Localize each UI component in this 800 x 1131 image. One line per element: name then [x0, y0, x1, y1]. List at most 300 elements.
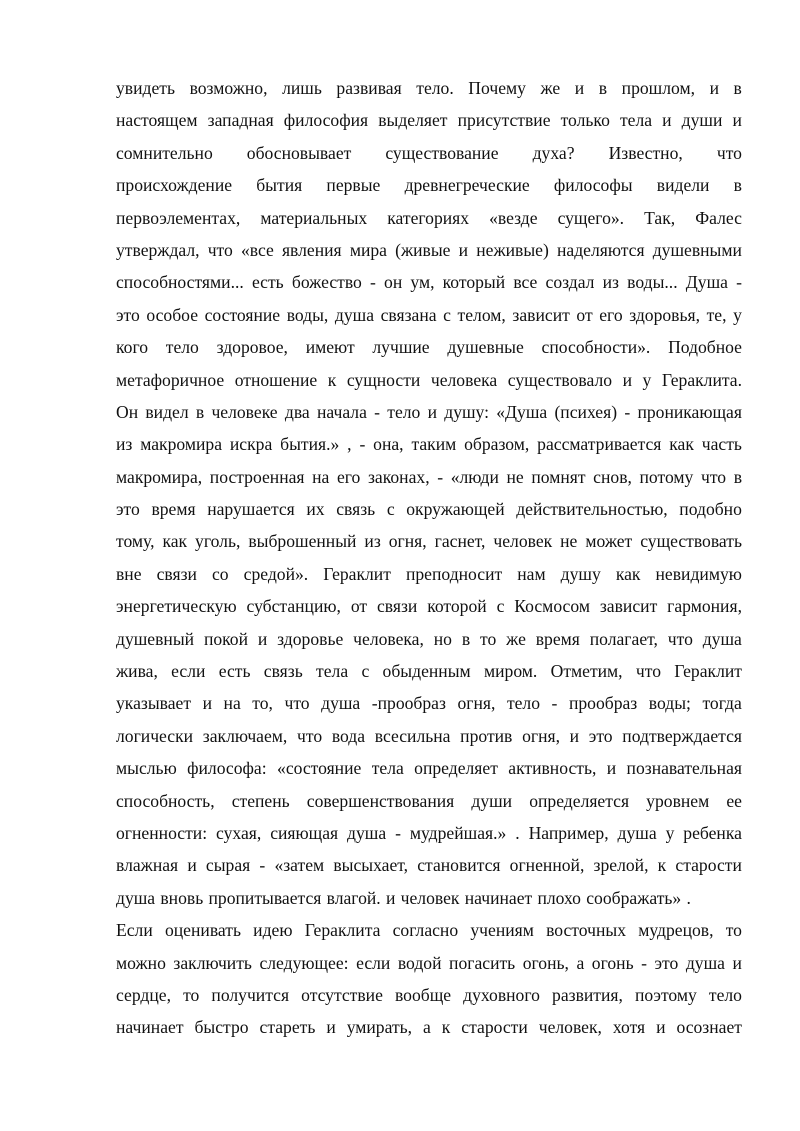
word: зрелой,	[593, 855, 649, 876]
text-line	[116, 72, 742, 104]
word: «везде	[489, 207, 538, 228]
word: влагой.	[326, 887, 381, 908]
word: со	[211, 563, 229, 584]
text-line	[116, 785, 742, 817]
word: Гераклита	[304, 920, 381, 941]
text-line	[116, 1011, 742, 1043]
text-line	[116, 202, 742, 234]
word: гаснет,	[434, 531, 486, 552]
word: снов,	[593, 466, 632, 487]
word: огненной,	[509, 855, 585, 876]
word: что	[667, 628, 693, 649]
word: потому	[639, 466, 694, 487]
word: мира	[349, 239, 387, 260]
word: существовало	[507, 369, 613, 390]
word: в	[195, 401, 205, 422]
word: заключить	[173, 952, 252, 973]
word: как	[162, 531, 188, 552]
word: Гераклит	[674, 661, 742, 682]
word: -прообраз	[371, 693, 446, 714]
word: сухая,	[216, 822, 262, 843]
word: субстанцию,	[246, 596, 341, 617]
word: развивая	[336, 78, 402, 98]
word: связь	[336, 499, 376, 520]
word: зависит	[599, 596, 658, 617]
word: а	[576, 952, 585, 973]
word: душу	[560, 563, 601, 584]
word: из	[364, 531, 381, 552]
word: тело	[708, 984, 742, 1005]
text-line	[116, 331, 742, 363]
word: философия	[283, 110, 369, 131]
text-line	[116, 623, 742, 655]
word: человек	[493, 531, 553, 552]
text-line	[116, 687, 742, 719]
word: выброшенный	[248, 531, 357, 552]
word: макромира,	[116, 466, 203, 487]
word: бытия.»	[280, 434, 340, 455]
word: макромира	[140, 434, 223, 455]
word: искра	[229, 434, 273, 455]
word: здоровье	[277, 628, 344, 649]
word: видел	[145, 401, 189, 422]
word: старости	[461, 1017, 528, 1038]
word: Отметим,	[550, 661, 623, 682]
word: связана	[380, 304, 437, 325]
word: человека	[430, 369, 498, 390]
word: вообще	[394, 984, 452, 1005]
text-line	[116, 914, 742, 946]
word: и	[732, 110, 742, 131]
word: это	[116, 499, 140, 520]
text-line	[116, 590, 742, 622]
word: состояние	[204, 304, 281, 325]
word: душа	[617, 822, 657, 843]
word: древнегреческие	[404, 175, 530, 196]
word: Гераклит	[323, 563, 391, 584]
word: на	[312, 466, 330, 487]
word: поэтому	[634, 984, 697, 1005]
word: и	[257, 628, 268, 649]
word: начинает	[464, 887, 533, 908]
word: тело.	[416, 78, 454, 98]
text-line	[116, 493, 742, 525]
word: познавательная	[626, 758, 742, 779]
word: он	[384, 272, 403, 293]
word: и	[202, 693, 212, 714]
word: время	[151, 499, 196, 520]
word: мудрейшая.»	[409, 822, 507, 843]
word: восточных	[546, 920, 626, 941]
word: выделяет	[378, 110, 448, 131]
word: души	[471, 790, 513, 811]
word: идею	[253, 920, 293, 941]
word: происхождение	[116, 175, 233, 196]
text-line	[116, 817, 742, 849]
word: -	[624, 401, 631, 422]
word: с	[386, 499, 395, 520]
word: Так,	[644, 207, 676, 228]
word: то	[183, 984, 200, 1005]
word: и	[656, 1017, 666, 1038]
word: начинает	[116, 1017, 184, 1038]
word: бытия	[256, 175, 303, 196]
word: умирать,	[346, 1017, 413, 1038]
word: Известно,	[608, 142, 683, 163]
word: Подобное	[668, 337, 742, 358]
word: кого	[116, 337, 149, 358]
word: мыслью	[116, 758, 177, 779]
word: здоровое,	[216, 337, 288, 358]
text-line	[116, 752, 742, 784]
word: что	[297, 725, 323, 746]
word: пропитывается	[208, 887, 322, 908]
text-line	[116, 558, 742, 590]
word: «затем	[274, 855, 325, 876]
word: водой	[397, 952, 442, 973]
word: логически	[116, 725, 194, 746]
word: «Душа	[496, 401, 548, 422]
word: обыденным	[382, 661, 471, 682]
word: (живые	[395, 239, 451, 260]
word: это	[588, 725, 613, 746]
word: наделяются	[556, 239, 645, 260]
word: становится	[417, 855, 501, 876]
word: жива,	[116, 661, 158, 682]
word: «состояние	[277, 758, 362, 779]
word: помнят	[531, 466, 586, 487]
word: Космосом	[514, 596, 590, 617]
word: не	[506, 466, 524, 487]
word: и	[385, 887, 396, 908]
word: а	[423, 1017, 431, 1038]
word: духа?	[532, 142, 575, 163]
word: у	[642, 369, 652, 390]
word: -	[395, 822, 401, 843]
word: человек,	[538, 1017, 602, 1038]
word: способности».	[541, 337, 651, 358]
word: тела	[619, 110, 653, 131]
word: в	[733, 466, 742, 487]
word: и	[622, 369, 632, 390]
word: степень	[231, 790, 290, 811]
word: человека,	[353, 628, 424, 649]
word: подобно	[679, 499, 742, 520]
word: часть	[701, 434, 742, 455]
word: начала	[316, 401, 367, 422]
word: «люди	[450, 466, 499, 487]
word: что	[284, 693, 310, 714]
text-line	[116, 428, 742, 460]
text-line	[116, 396, 742, 428]
word: тогда	[702, 693, 742, 714]
word: уголь,	[195, 531, 241, 552]
word: зависит	[512, 304, 570, 325]
word: высыхает,	[333, 855, 409, 876]
word: категориях	[387, 207, 470, 228]
word: существовать	[640, 531, 742, 552]
word: что	[700, 466, 727, 487]
word: определяется	[529, 790, 630, 811]
word: который	[442, 272, 506, 293]
word: есть	[251, 272, 284, 293]
word: же	[506, 628, 526, 649]
word: с	[443, 304, 451, 325]
word: можно	[116, 952, 166, 973]
word: образом,	[464, 434, 530, 455]
word: два	[284, 401, 310, 422]
word: (психея)	[554, 401, 618, 422]
word: в	[598, 78, 608, 98]
word: у	[665, 822, 675, 843]
word: погасить	[449, 952, 516, 973]
word: влажная	[116, 855, 179, 876]
word: неживые)	[476, 239, 549, 260]
word: его	[336, 466, 361, 487]
word: сырая	[205, 855, 251, 876]
word: душа	[685, 952, 725, 973]
word: уровнем	[646, 790, 710, 811]
word: душа	[334, 304, 375, 325]
word: связи	[156, 563, 197, 584]
word: это	[654, 952, 679, 973]
word: не	[560, 531, 578, 552]
word: Если	[116, 920, 153, 941]
word: душу:	[444, 401, 489, 422]
word: плохо	[537, 887, 581, 908]
word: Например,	[528, 822, 609, 843]
word: -	[437, 466, 444, 487]
word: и	[709, 78, 719, 98]
word: следующее:	[259, 952, 349, 973]
word: она,	[373, 434, 404, 455]
word: воды;	[648, 693, 691, 714]
word: Он	[116, 401, 139, 422]
word: Фалес	[695, 207, 742, 228]
word: тело	[387, 401, 421, 422]
text-line	[116, 364, 742, 396]
word: которой	[427, 596, 487, 617]
word: человек	[400, 887, 460, 908]
word: нам	[517, 563, 546, 584]
word: соображать»	[586, 887, 682, 908]
word: тела	[371, 758, 404, 779]
word: невидимую	[655, 563, 742, 584]
body-text	[116, 72, 742, 1044]
text-line	[116, 947, 742, 979]
word: настоящем	[116, 110, 198, 131]
word: обосновывает	[246, 142, 352, 163]
word: в	[733, 175, 742, 196]
word: мудрецов,	[638, 920, 714, 941]
word: осознает	[676, 1017, 742, 1038]
word: и	[427, 401, 437, 422]
word: тело	[506, 693, 541, 714]
word: создал	[545, 272, 595, 293]
word: способность,	[116, 790, 215, 811]
word: с	[496, 596, 505, 617]
word: Душа	[685, 272, 728, 293]
word: их	[306, 499, 325, 520]
word: все	[513, 272, 538, 293]
word: воды,	[286, 304, 329, 325]
word: совершенствования	[306, 790, 455, 811]
word: стареть	[259, 1017, 316, 1038]
word: -	[736, 272, 742, 293]
word: но	[433, 628, 452, 649]
word: телом,	[457, 304, 506, 325]
word: душевными	[652, 239, 742, 260]
word: сомнительно	[116, 142, 213, 163]
word: .	[686, 887, 691, 908]
text-line	[116, 461, 742, 493]
word: развития,	[552, 984, 623, 1005]
word: с	[361, 661, 370, 682]
word: первоэлементах,	[116, 207, 241, 228]
word: ум,	[410, 272, 435, 293]
text-line	[116, 266, 742, 298]
word: действительностью,	[516, 499, 668, 520]
word: тому,	[116, 531, 155, 552]
word: есть	[218, 661, 251, 682]
word: к	[441, 1017, 451, 1038]
word: то	[725, 920, 742, 941]
word: прообраз	[568, 693, 638, 714]
word: здоровья,	[629, 304, 700, 325]
word: -	[359, 434, 366, 455]
word: сущности	[346, 369, 421, 390]
word: западная	[207, 110, 274, 131]
word: воды...	[627, 272, 678, 293]
word: лишь	[282, 78, 322, 98]
word: если	[356, 952, 391, 973]
word: особое	[146, 304, 199, 325]
word: и	[662, 110, 672, 131]
word: ребенка	[683, 822, 742, 843]
word: возможно,	[189, 78, 268, 98]
word: что	[207, 239, 233, 260]
word: сердце,	[116, 984, 171, 1005]
word: хотя	[612, 1017, 646, 1038]
word: материальных	[260, 207, 368, 228]
word: способностями...	[116, 272, 244, 293]
word: человеке	[211, 401, 278, 422]
text-line	[116, 655, 742, 687]
word: заключаем,	[202, 725, 288, 746]
word: только	[560, 110, 610, 131]
word: сияющая	[270, 822, 339, 843]
text-line	[116, 169, 742, 201]
word: оценивать	[164, 920, 241, 941]
text-line	[116, 299, 742, 331]
word: же	[540, 78, 561, 98]
word: душа	[116, 887, 156, 908]
word: и	[187, 855, 197, 876]
word: указывает	[116, 693, 192, 714]
word: гармония,	[667, 596, 742, 617]
word: душевный	[116, 628, 195, 649]
word: тело	[165, 337, 199, 358]
word: из	[602, 272, 619, 293]
word: существование	[385, 142, 499, 163]
word: как	[615, 563, 641, 584]
word: и	[574, 78, 585, 98]
word: философа:	[187, 758, 267, 779]
word: энергетическую	[116, 596, 237, 617]
word: время	[535, 628, 580, 649]
word: те,	[706, 304, 727, 325]
word: душа	[702, 628, 742, 649]
word: души	[681, 110, 723, 131]
word: получится	[211, 984, 290, 1005]
word: преподносит	[405, 563, 503, 584]
word: ,	[347, 434, 352, 455]
word: у	[733, 304, 742, 325]
word: огонь,	[522, 952, 569, 973]
word: присутствие	[457, 110, 551, 131]
word: его	[599, 304, 623, 325]
word: окружающей	[406, 499, 505, 520]
word: из	[116, 434, 133, 455]
word: согласно	[392, 920, 459, 941]
word: вне	[116, 563, 142, 584]
text-line	[116, 849, 742, 881]
word: имеют	[305, 337, 355, 358]
word: огонь	[591, 952, 634, 973]
word: миром.	[483, 661, 538, 682]
word: лучшие	[372, 337, 430, 358]
word: утверждал,	[116, 239, 200, 260]
word: может	[585, 531, 633, 552]
word: что	[716, 142, 742, 163]
word: и	[458, 239, 469, 260]
word: духовного	[463, 984, 540, 1005]
word: -	[370, 272, 376, 293]
word: душевные	[447, 337, 524, 358]
word: вода	[331, 725, 366, 746]
word: то,	[252, 693, 273, 714]
word: таким	[411, 434, 457, 455]
word: активность,	[508, 758, 597, 779]
word: -	[551, 693, 558, 714]
word: если	[171, 661, 206, 682]
word: в	[461, 628, 471, 649]
word: к	[657, 855, 667, 876]
word: ее	[726, 790, 742, 811]
word: Почему	[468, 78, 526, 98]
text-line	[116, 720, 742, 752]
word: рассматривается	[537, 434, 662, 455]
word: -	[374, 401, 380, 422]
word: «все	[240, 239, 274, 260]
word: всесильна	[374, 725, 451, 746]
word: тела	[316, 661, 349, 682]
text-line	[116, 104, 742, 136]
text-line	[116, 234, 742, 266]
word: определяет	[414, 758, 498, 779]
word: подтверждается	[622, 725, 742, 746]
word: то	[480, 628, 497, 649]
word: нарушается	[207, 499, 295, 520]
word: отсутствие	[301, 984, 383, 1005]
word: построенная	[209, 466, 305, 487]
text-line	[116, 882, 742, 914]
word: это	[116, 304, 140, 325]
word: законах,	[367, 466, 430, 487]
word: от	[350, 596, 368, 617]
word: как	[669, 434, 694, 455]
word: и	[606, 758, 617, 779]
